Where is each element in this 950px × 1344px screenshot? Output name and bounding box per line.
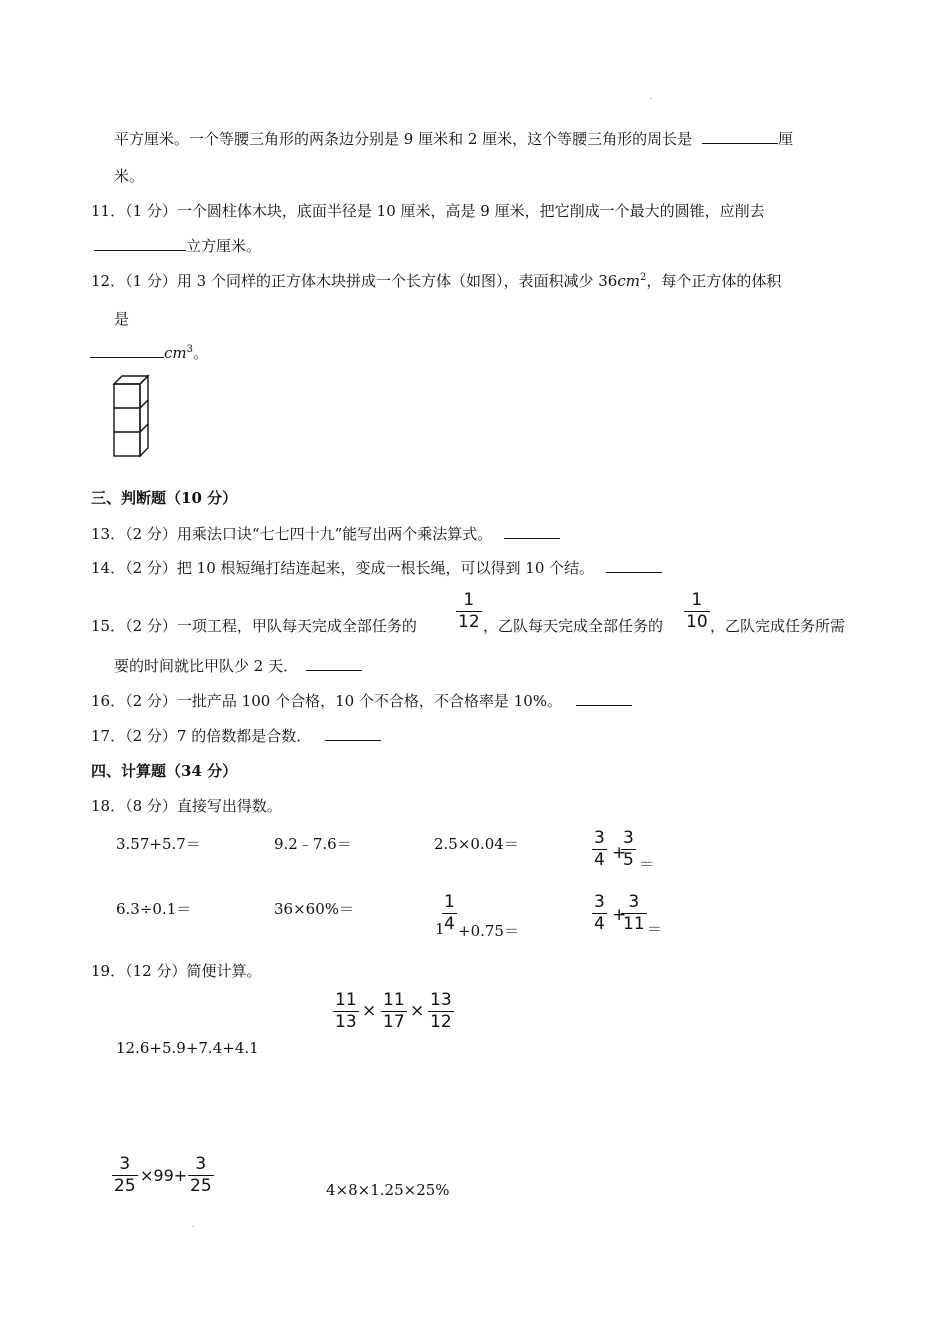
q18-e7-d: 4 bbox=[444, 914, 455, 934]
q19-e1-n3: 13 bbox=[430, 990, 452, 1010]
q17-text: 17．（2 分）7 的倍数都是合数． bbox=[91, 727, 312, 745]
cube-front-face bbox=[114, 384, 140, 456]
q18-e4-d1: 4 bbox=[594, 850, 605, 870]
q12-line1 bbox=[91, 270, 781, 291]
scan-speck bbox=[650, 98, 652, 99]
q19-e1-n2: 11 bbox=[383, 990, 405, 1010]
q19-e1-d2: 17 bbox=[383, 1012, 405, 1032]
cube-top-face bbox=[114, 376, 148, 384]
q19-e1-fraction-3 bbox=[428, 992, 454, 1031]
q14-text: 14．（2 分）把 10 根短绳打结连起来，变成一根长绳，可以得到 10 个结。 bbox=[91, 559, 595, 577]
q19-e3-d2: 25 bbox=[190, 1176, 212, 1196]
q15-fraction-1 bbox=[456, 592, 482, 631]
q19-e3-fraction-2 bbox=[188, 1156, 214, 1195]
q12-area-sup: 2 bbox=[639, 272, 647, 283]
q18-e8-n2: 3 bbox=[628, 892, 640, 912]
q18-e4-d2: 5 bbox=[623, 850, 634, 870]
q16-line bbox=[91, 690, 632, 711]
q19-e1-op-2: × bbox=[410, 1001, 425, 1021]
q15-fraction-2 bbox=[684, 592, 710, 631]
q19-e1-d3: 12 bbox=[430, 1012, 452, 1032]
q19-e3-fraction-1 bbox=[112, 1156, 138, 1195]
scan-speck-2 bbox=[192, 1226, 194, 1227]
q15-frac2-num: 1 bbox=[691, 590, 703, 610]
q18-expr-3: 2.5×0.04＝ bbox=[434, 835, 519, 853]
q18-expr-6: 36×60%＝ bbox=[274, 900, 354, 918]
q19-expr-4: 4×8×1.25×25% bbox=[326, 1181, 450, 1199]
q18-e4-n1: 3 bbox=[594, 828, 605, 848]
q18-e8-eq: ＝ bbox=[647, 920, 663, 938]
q19-line: 19．（12 分）简便计算。 bbox=[91, 962, 262, 980]
q13-text: 13．（2 分）用乘法口诀“七七四十九”能写出两个乘法算式。 bbox=[91, 525, 493, 543]
q18-e7-rest: +0.75＝ bbox=[458, 922, 519, 940]
q10-line1 bbox=[114, 128, 793, 149]
q12-text-a: 12．（1 分）用 3 个同样的正方体木块拼成一个长方体（如图），表面积减少 36 bbox=[91, 272, 618, 290]
q17-line bbox=[91, 725, 381, 746]
q19-e1-fraction-1 bbox=[333, 992, 359, 1031]
q19-expr-2: 12.6+5.9+7.4+4.1 bbox=[116, 1039, 259, 1057]
cube-side-divider-2 bbox=[140, 424, 148, 432]
q18-e8-fraction-2 bbox=[621, 894, 647, 933]
q12-area-unit: cm bbox=[617, 272, 640, 290]
q14-line bbox=[91, 557, 662, 578]
q18-e8-d1: 4 bbox=[594, 914, 605, 934]
q15-line2 bbox=[114, 655, 362, 676]
q19-e3-n2: 3 bbox=[195, 1154, 207, 1174]
q15-frac2-den: 10 bbox=[686, 612, 708, 632]
q18-e4-n2: 3 bbox=[623, 828, 634, 848]
q18-e8-d2: 11 bbox=[623, 914, 645, 934]
q19-e1-d1: 13 bbox=[335, 1012, 357, 1032]
q12-line3 bbox=[90, 342, 208, 363]
q12-volume-unit: cm bbox=[164, 344, 187, 362]
q11-unit: 立方厘米。 bbox=[186, 237, 262, 255]
q19-e3-mid: ×99+ bbox=[140, 1166, 188, 1185]
q19-e3-n1: 3 bbox=[119, 1154, 131, 1174]
q18-line: 18．（8 分）直接写出得数。 bbox=[91, 797, 282, 815]
q10-line2: 米。 bbox=[114, 167, 145, 185]
q15-answer-blank[interactable] bbox=[306, 656, 362, 671]
q19-e1-n1: 11 bbox=[335, 990, 357, 1010]
q11-line1: 11．（1 分）一个圆柱体木块，底面半径是 10 厘米，高是 9 厘米，把它削成一个最大的圆锥，应削去 bbox=[91, 202, 765, 220]
q13-line bbox=[91, 523, 560, 544]
q18-expr-2: 9.2﹣7.6＝ bbox=[274, 835, 352, 853]
q11-answer-blank[interactable] bbox=[94, 236, 186, 251]
q15-line1-b: ，乙队每天完成全部任务的 bbox=[483, 617, 664, 635]
q16-answer-blank[interactable] bbox=[576, 691, 632, 706]
q17-answer-blank[interactable] bbox=[325, 726, 381, 741]
q18-e4-op: + bbox=[612, 843, 627, 863]
q16-text: 16．（2 分）一批产品 100 个合格，10 个不合格，不合格率是 10%。 bbox=[91, 692, 563, 710]
q12-answer-blank[interactable] bbox=[90, 343, 164, 358]
q15-line1-a: 15．（2 分）一项工程，甲队每天完成全部任务的 bbox=[91, 617, 417, 635]
q18-e7-fraction bbox=[442, 894, 457, 933]
q15-frac1-num: 1 bbox=[463, 590, 475, 610]
q10-unit: 厘 bbox=[778, 130, 794, 148]
q12-volume-sup: 3 bbox=[186, 344, 193, 355]
q15-line1-c: ，乙队完成任务所需 bbox=[710, 617, 846, 635]
q14-answer-blank[interactable] bbox=[606, 558, 662, 573]
q18-e7-whole: 1 bbox=[435, 920, 445, 938]
q18-e4-fraction-1 bbox=[592, 830, 607, 869]
q12-end: 。 bbox=[193, 344, 209, 362]
q10-answer-blank[interactable] bbox=[702, 129, 778, 144]
q19-e1-op-1: × bbox=[362, 1001, 377, 1021]
q18-e4-eq: ＝ bbox=[639, 855, 655, 873]
q15-frac1-den: 12 bbox=[458, 612, 480, 632]
q19-e1-fraction-2 bbox=[381, 992, 407, 1031]
q18-e8-fraction-1 bbox=[592, 894, 607, 933]
q13-answer-blank[interactable] bbox=[504, 524, 560, 539]
q19-e3-d1: 25 bbox=[114, 1176, 136, 1196]
q18-expr-5: 6.3÷0.1＝ bbox=[116, 900, 192, 918]
q10-text: 平方厘米。一个等腰三角形的两条边分别是 9 厘米和 2 厘米，这个等腰三角形的周长是 bbox=[114, 130, 693, 148]
q18-e8-n1: 3 bbox=[594, 892, 605, 912]
q15-text-2: 要的时间就比甲队少 2 天． bbox=[114, 657, 299, 675]
q12-line2: 是 bbox=[114, 310, 130, 328]
section-4-title: 四、计算题（34 分） bbox=[91, 762, 238, 780]
cube-side-face bbox=[140, 376, 148, 456]
stacked-cubes-figure bbox=[110, 372, 154, 460]
q11-line2 bbox=[94, 235, 261, 256]
q18-e8-op: + bbox=[612, 905, 627, 925]
section-3-title: 三、判断题（10 分） bbox=[91, 489, 238, 507]
q12-text-b: ，每个正方体的体积 bbox=[646, 272, 782, 290]
cube-side-divider-1 bbox=[140, 400, 148, 408]
q18-e7-n: 1 bbox=[444, 892, 455, 912]
q18-expr-1: 3.57+5.7＝ bbox=[116, 835, 201, 853]
q18-e4-fraction-2 bbox=[621, 830, 636, 869]
